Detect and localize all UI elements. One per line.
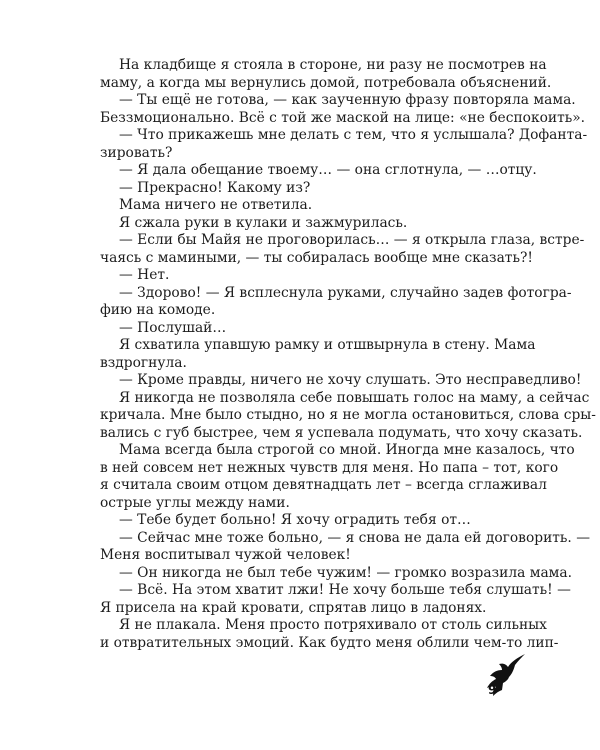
paragraph [100, 512, 502, 530]
paragraph [100, 442, 575, 512]
text-line: Беззмоционально. Всё с той же маской на лице: «не беспокоить». [100, 109, 586, 126]
text-line: кричала. Мне было стыдно, но я не могла остановиться, слова сры- [100, 407, 596, 423]
paragraph [100, 127, 588, 162]
text-line: — Тебе будет больно! Я хочу оградить тебя от… [119, 512, 471, 528]
text-line: фию на комоде. [100, 302, 216, 318]
paragraph [100, 180, 502, 198]
text-line: — Ты ещё не готова, — как заученную фразу повторяла мама. [119, 92, 576, 108]
paragraph [100, 92, 586, 127]
text-line: Мама ничего не ответила. [119, 197, 313, 213]
text-line: — Всё. На этом хватит лжи! Не хочу больше тебя слушать! — [119, 582, 571, 598]
paragraph [100, 162, 537, 180]
paragraph [100, 582, 571, 617]
text-line: Меня воспитывал чужой человек! [100, 547, 351, 563]
text-line: маму, а когда мы вернулись домой, потребовала объяснений. [100, 74, 552, 91]
text-line: в ней совсем нет нежных чувств для меня. Но папа – тот, кого [100, 459, 559, 476]
text-line: — Я дала обещание твоему… — она сглотнула, — …отцу. [119, 162, 537, 178]
text-line: — Что прикажешь мне делать с тем, что я услышала? Дофанта- [119, 127, 588, 143]
paragraph [100, 267, 502, 285]
text-line: На кладбище я стояла в стороне, ни разу не посмотрев на [119, 57, 547, 73]
text-line: и отвратительных эмоций. Как будто меня облили чем-то лип- [100, 634, 559, 651]
paragraph [100, 320, 502, 338]
paragraph [100, 337, 536, 372]
paragraph [100, 389, 596, 443]
paragraph [100, 529, 591, 565]
paragraph [100, 215, 502, 233]
page-number: 9 [488, 683, 497, 697]
text-line: я считала своим отцом девятнадцать лет – всегда сглаживал [100, 477, 547, 493]
text-line: — Послушай… [119, 319, 227, 336]
text-line: — Нет. [119, 267, 170, 283]
text-line: вздрогнула. [100, 354, 187, 371]
text-line: — Здорово! — Я всплеснула руками, случайно задев фотогра- [119, 284, 572, 301]
text-line: — Если бы Майя не проговорилась… — я открыла глаза, встре- [119, 232, 585, 248]
text-line: Я сжала руки в кулаки и зажмурилась. [119, 214, 408, 231]
text-line: чаясь с мамиными, — ты собиралась вообще мне сказать?! [100, 249, 533, 266]
text-line: острые углы между нами. [100, 494, 290, 511]
text-line: — Сейчас мне тоже больно, — я снова не дала ей договорить. — [119, 529, 591, 546]
text-line: — Он никогда не был тебе чужим! — громко возразила мама. [119, 564, 573, 581]
text-line: Я присела на край кровати, спрятав лицо в ладонях. [100, 599, 487, 616]
text-line: Я не плакала. Меня просто потряхивало от столь сильных [119, 617, 547, 633]
text-line: Я никогда не позволяла себе повышать голос на маму, а сейчас [119, 389, 590, 406]
body-text [100, 57, 596, 652]
text-line: — Прекрасно! Какому из? [119, 179, 311, 196]
text-line: — Кроме правды, ничего не хочу слушать. Это несправедливо! [119, 372, 582, 388]
paragraph [100, 564, 573, 583]
text-line: Я схватила упавшую рамку и отшвырнула в стену. Мама [119, 337, 536, 353]
paragraph [100, 284, 572, 320]
paragraph [100, 372, 582, 390]
text-line: зировать? [100, 144, 173, 161]
paragraph [100, 57, 552, 92]
paragraph [100, 232, 585, 267]
text-line: вались с губ быстрее, чем я успевала подумать, что хочу сказать. [100, 424, 583, 441]
paragraph [100, 617, 559, 652]
paragraph [100, 197, 502, 215]
text-line: Мама всегда была строгой со мной. Иногда мне казалось, что [119, 442, 575, 458]
